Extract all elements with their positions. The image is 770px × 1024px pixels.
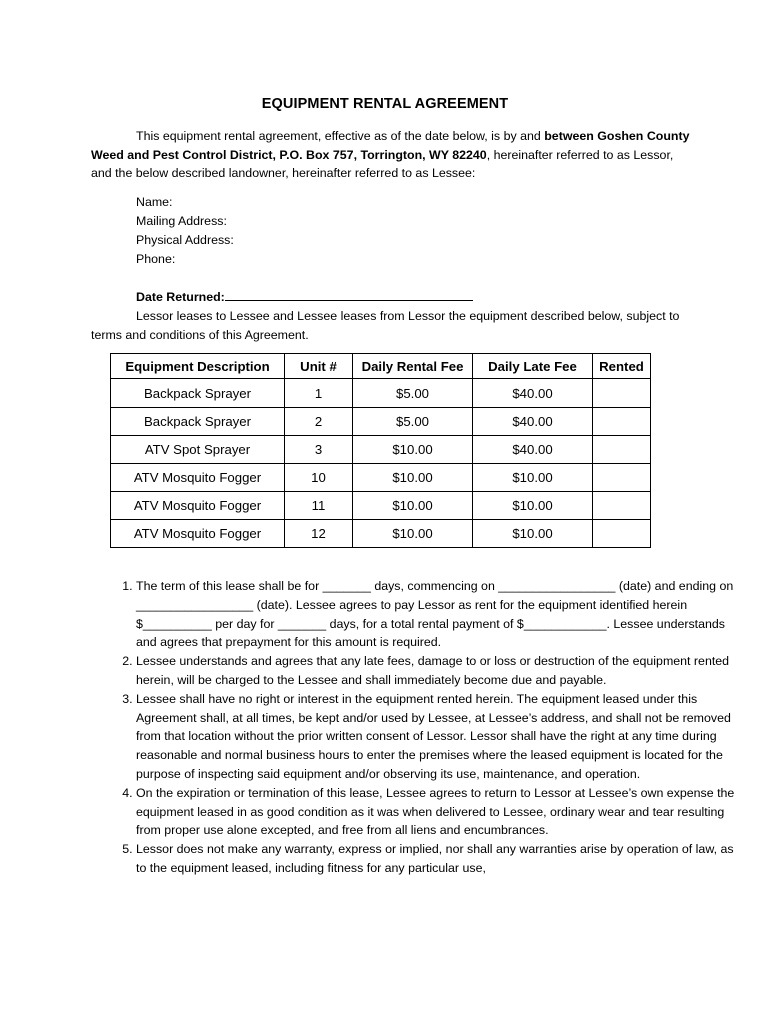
rental-fee-cell: $10.00 [353,492,473,520]
physical-address-label: Physical Address: [136,233,234,247]
rented-cell[interactable] [593,379,651,408]
equipment-cell: ATV Mosquito Fogger [111,464,285,492]
rental-fee-cell: $10.00 [353,436,473,464]
intro-text-after: , hereinafter referred to as Lessor, and the below described landowner, hereinafter referred to as Lessee: [91,147,674,181]
term-item: 3. Lessee shall have no right or interest in the equipment rented herein. The equipment leased under this Agreement shall, at all times, be kept and/or used by Lessee, at Lessee’s address, and shall not be removed from that location without the prior written consent of Lessor. Lessor shall have the right at any time during reasonable and normal business hours to enter the premises where the leased equipment is located for the purpose of inspecting said equipment and/or observing its use, maintenance, and operation. [136,690,736,784]
rented-cell[interactable] [593,436,651,464]
date-returned-label: Date Returned: [136,290,225,304]
rented-cell[interactable] [593,408,651,436]
table-row [111,492,651,520]
lessee-fields [136,193,234,269]
document-title: EQUIPMENT RENTAL AGREEMENT [261,96,509,112]
unit-cell: 11 [285,492,353,520]
equipment-table [110,353,651,548]
term-item: 1. The term of this lease shall be for _______ days, commencing on _________________ (date) and ending on _________________ (date). Lessee agrees to pay Lessor as rent for the equipment identified herein $__________ per day for _______ days, for a total rental payment of $____________. Lessee understands and agrees that prepayment for this amount is required. [136,577,736,652]
late-fee-cell: $40.00 [473,408,593,436]
rental-fee-cell: $5.00 [353,379,473,408]
term-item: 4. On the expiration or termination of this lease, Lessee agrees to return to Lessor at Lessee’s own expense the equipment leased in as good condition as it was when delivered to Lessee, ordinary wear and tear resulting from proper use alone excepted, and free from all liens and encumbrances. [136,784,736,840]
header-rented: Rented [593,354,651,379]
lessor-party: between Goshen County Weed and Pest Control District, P.O. Box 757, Torrington, WY 82240 [91,129,690,162]
mailing-address-label: Mailing Address: [136,214,227,228]
equipment-cell: ATV Mosquito Fogger [111,520,285,548]
rented-cell[interactable] [593,464,651,492]
equipment-cell: ATV Mosquito Fogger [111,492,285,520]
table-row [111,520,651,548]
rental-fee-cell: $10.00 [353,464,473,492]
header-unit: Unit # [285,354,353,379]
intro-paragraph [91,127,691,183]
unit-cell: 10 [285,464,353,492]
equipment-cell: Backpack Sprayer [111,408,285,436]
term-item: 2. Lessee understands and agrees that any late fees, damage to or loss or destruction of the equipment rented herein, will be charged to the Lessee and shall immediately become due and payable. [136,652,736,690]
header-daily-late-fee: Daily Late Fee [473,354,593,379]
late-fee-cell: $40.00 [473,436,593,464]
unit-cell: 2 [285,408,353,436]
unit-cell: 1 [285,379,353,408]
lease-paragraph [91,307,691,344]
table-header-row [111,354,651,379]
late-fee-cell: $10.00 [473,464,593,492]
term-item: 5. Lessor does not make any warranty, express or implied, nor shall any warranties arise by operation of law, as to the equipment leased, including fitness for any particular use, [136,840,736,878]
rental-fee-cell: $10.00 [353,520,473,548]
name-field-label: Name: [136,195,173,209]
equipment-cell: Backpack Sprayer [111,379,285,408]
late-fee-cell: $10.00 [473,520,593,548]
phone-label: Phone: [136,252,176,266]
terms-list [91,577,736,878]
intro-text-before: This equipment rental agreement, effective as of the date below, is by and [136,129,545,143]
late-fee-cell: $10.00 [473,492,593,520]
date-returned-line [225,288,473,301]
lease-paragraph-text: Lessor leases to Lessee and Lessee leases from Lessor the equipment described below, subject to terms and conditions of this Agreement. [91,309,680,342]
equipment-cell: ATV Spot Sprayer [111,436,285,464]
table-row [111,408,651,436]
header-daily-rental-fee: Daily Rental Fee [353,354,473,379]
date-returned [136,288,473,304]
rented-cell[interactable] [593,520,651,548]
rented-cell[interactable] [593,492,651,520]
table-row [111,379,651,408]
unit-cell: 3 [285,436,353,464]
table-row [111,436,651,464]
header-equipment-description: Equipment Description [111,354,285,379]
unit-cell: 12 [285,520,353,548]
table-row [111,464,651,492]
rental-fee-cell: $5.00 [353,408,473,436]
late-fee-cell: $40.00 [473,379,593,408]
